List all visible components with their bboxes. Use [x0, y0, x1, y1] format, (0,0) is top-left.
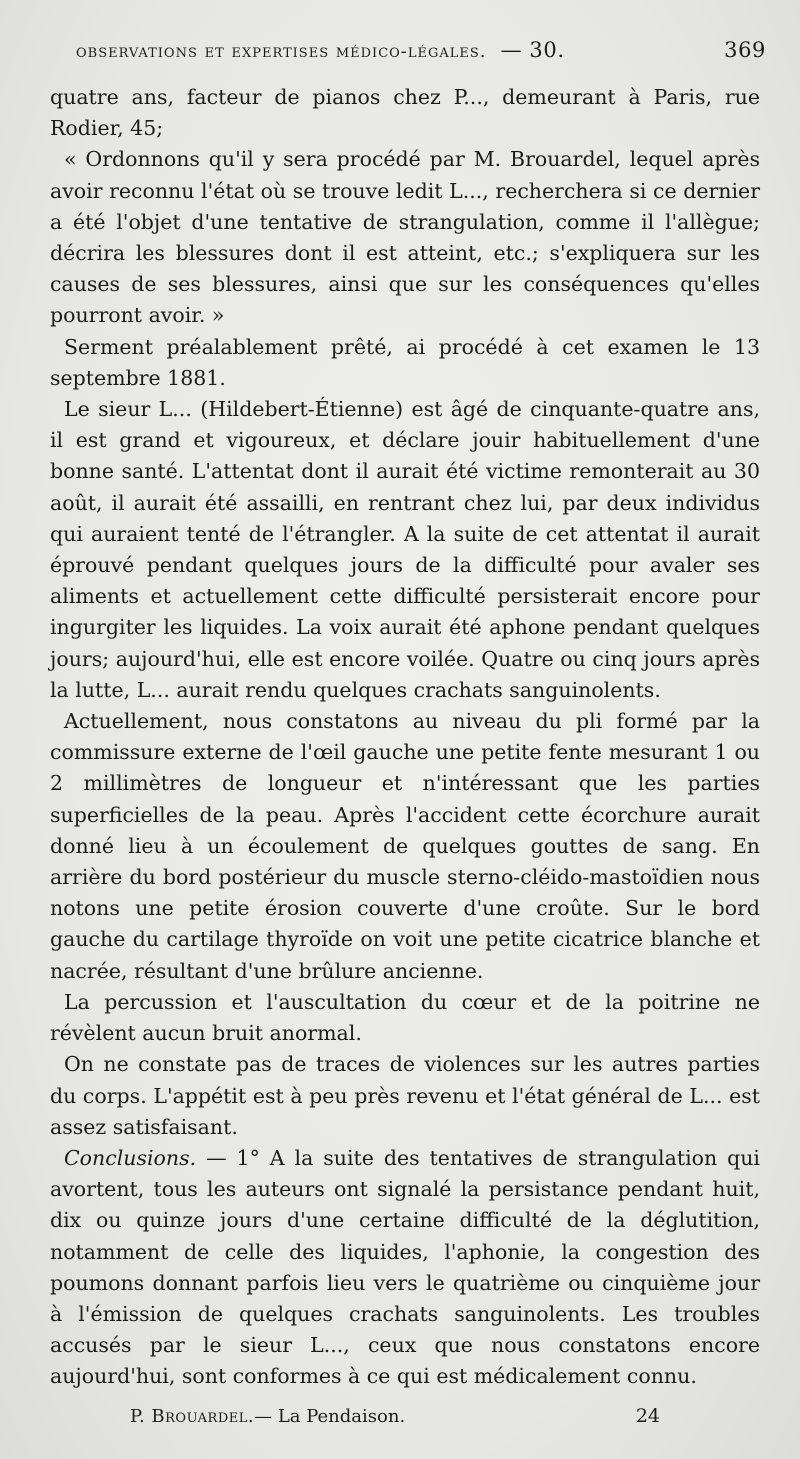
paragraph: Serment préalablement prêté, ai procédé à cet examen le 13 septembre 1881.	[50, 334, 760, 390]
paragraph: Le sieur L... (Hildebert-Étienne) est âgé de cinquante-quatre ans, il est grand et vigoureux, et déclare jouir habituellement d'une bonne santé. L'attentat dont il aurait été victime remonterait au 30 août, il aurait été assailli, en rentrant chez lui, par deux individus qui auraient tenté de l'étrangler. A la suite de cet attentat il aurait éprouvé pendant quelques jours de la difficulté pour avaler ses aliments et actuellement cette difficulté persisterait encore pour ingurgiter les liquides. La voix aurait été aphone pendant quelques jours; aujourd'hui, elle est encore voilée. Quatre ou cinq jours après la lutte, L... aurait rendu quelques crachats sanguinolents.	[50, 397, 760, 702]
footer-signature: 24	[635, 1405, 660, 1427]
paragraph: On ne constate pas de traces de violences sur les autres parties du corps. L'appétit est à peu près revenu et l'état général de L... est assez satisfaisant.	[50, 1052, 760, 1139]
page-number: 369	[724, 38, 766, 62]
footer-title: — La Pendaison.	[254, 1406, 406, 1427]
page-footer	[130, 1405, 660, 1437]
paragraph: Actuellement, nous constatons au niveau du pli formé par la commissure externe de l'œil gauche une petite fente mesurant 1 ou 2 millimètres de longueur et n'intéressant que les parties superficielles de la peau. Après l'accident cette écorchure aurait donné lieu à un écoulement de quelques gouttes de sang. En arrière du bord postérieur du muscle sterno-cléido-mastoïdien nous notons une petite érosion couverte d'une croûte. Sur le bord gauche du cartilage thyroïde on voit une petite cicatrice blanche et nacrée, résultant d'une brûlure ancienne.	[50, 709, 760, 983]
paragraph: quatre ans, facteur de pianos chez P..., demeurant à Paris, rue Rodier, 45;	[50, 85, 760, 141]
body-text	[50, 82, 760, 1393]
footer-author: P. Brouardel.	[130, 1406, 255, 1427]
paragraph: « Ordonnons qu'il y sera procédé par M. Brouardel, lequel après avoir reconnu l'état où se trouve ledit L..., recherchera si ce dernier a été l'objet d'une tentative de strangulation, comme il l'allègue; décrira les blessures dont il est atteint, etc.; s'expliquera sur les causes de ses blessures, ainsi que sur les conséquences qu'elles pourront avoir. »	[50, 147, 760, 328]
running-title: observations et expertises médico-légales.	[76, 41, 487, 62]
paragraph: La percussion et l'auscultation du cœur et de la poitrine ne révèlent aucun bruit anormal.	[50, 989, 760, 1046]
page-header	[76, 38, 766, 74]
conclusions-paragraph	[50, 1143, 760, 1393]
conclusions-text: — 1° A la suite des tentatives de strangulation qui avortent, tous les auteurs ont signalé la persistance pendant huit, dix ou quinze jours d'une certaine difficulté de la déglutition, notamment de celle des liquides, l'aphonie, la congestion des poumons donnant parfois lieu vers le quatrième ou cinquième jour à l'émission de quelques crachats sanguinolents. Les troubles accusés par le sieur L..., ceux que nous constatons encore aujourd'hui, sont conformes à ce qui est médicalement connu.	[50, 1145, 760, 1389]
conclusions-label: Conclusions.	[64, 1145, 197, 1170]
section-number: — 30.	[500, 38, 565, 62]
